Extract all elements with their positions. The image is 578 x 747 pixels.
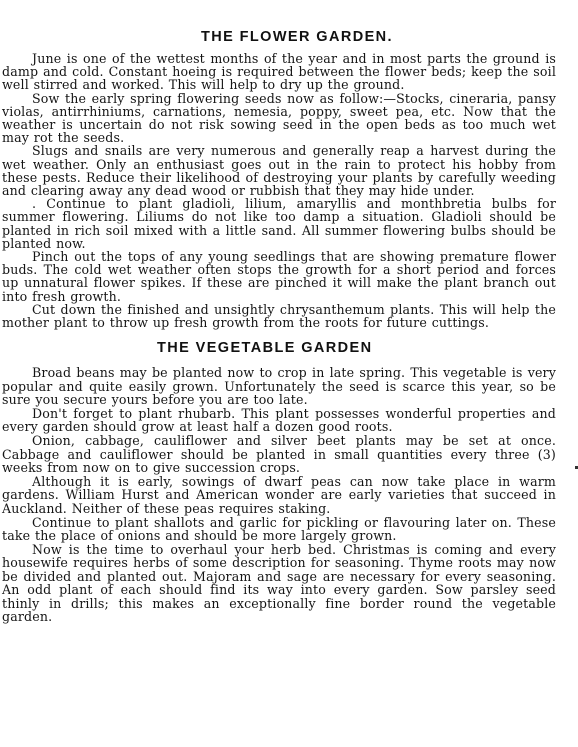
vegetable-paragraph: Don't forget to plant rhubarb. This plant possesses wonderful properties and every garden should grow at least half a dozen good roots.	[2, 405, 556, 435]
vegetable-garden-heading: THE VEGETABLE GARDEN	[157, 340, 373, 357]
vegetable-paragraph: Continue to plant shallots and garlic for pickling or flavouring later on. These take the place of onions and should be more largely grown.	[2, 514, 556, 544]
flower-paragraph: . Continue to plant gladioli, lilium, amaryllis and monthbretia bulbs for summer flowering. Liliums do not like too damp a situation. Gladioli should be planted in rich soil mixed with a little sand. All summer flowering bulbs should be planted now.	[2, 196, 556, 251]
flower-garden-heading: THE FLOWER GARDEN.	[201, 29, 393, 45]
flower-paragraph: Slugs and snails are very numerous and generally reap a harvest during the wet weather. Only an enthusiast goes out in the rain to protect his hobby from these pests. Reduce their likelihood of destroying your plants by carefully weeding and clearing away any dead wood or rubbish that they may hide under.	[2, 143, 556, 199]
flower-paragraph: Sow the early spring flowering seeds now as follow:—Stocks, cineraria, pansy violas, antirrhiniums, carnations, nemesia, poppy, sweet pea, etc. Now that the weather is uncertain do not risk sowing seed in the open beds as too much wet may rot the seeds.	[2, 90, 556, 146]
flower-paragraph: June is one of the wettest months of the year and in most parts the ground is damp and cold. Constant hoeing is required between the flower beds; keep the soil well stirred and worked. This will help to dry up the ground.	[2, 51, 556, 93]
article-column	[2, 22, 556, 623]
flower-garden-section	[2, 52, 556, 329]
vegetable-garden-section	[2, 366, 556, 623]
vegetable-paragraph: Now is the time to overhaul your herb bed. Christmas is coming and every housewife requires herbs of some description for seasoning. Thyme roots may now be divided and planted out. Majoram and sage are necessary for every seasoning. An odd plant of each should find its way into every garden. Sow parsley seed thinly in drills; this makes an exceptionally fine border round the vegetable garden.	[2, 542, 556, 625]
flower-paragraph: Pinch out the tops of any young seedlings that are showing premature flower buds. The cold wet weather often stops the growth for a short period and forces up unnatural flower spikes. If these are pinched it will make the plant branch out into fresh growth.	[2, 249, 556, 304]
flower-paragraph: Cut down the finished and unsightly chrysanthemum plants. This will help the mother plant to throw up fresh growth from the roots for future cuttings.	[2, 301, 556, 331]
vegetable-paragraph: Although it is early, sowings of dwarf peas can now take place in warm gardens. William Hurst and American wonder are early varieties that succeed in Auckland. Neither of these peas requires staking.	[2, 474, 556, 516]
vegetable-paragraph: Broad beans may be planted now to crop in late spring. This vegetable is very popular and quite easily grown. Unfortunately the seed is scarce this year, so be sure you secure yours before you are too late.	[2, 365, 556, 408]
vegetable-paragraph: Onion, cabbage, cauliflower and silver beet plants may be set at once. Cabbage and cauliflower should be planted in small quantities every three (3) weeks from now on to give succession crops.	[2, 433, 556, 476]
